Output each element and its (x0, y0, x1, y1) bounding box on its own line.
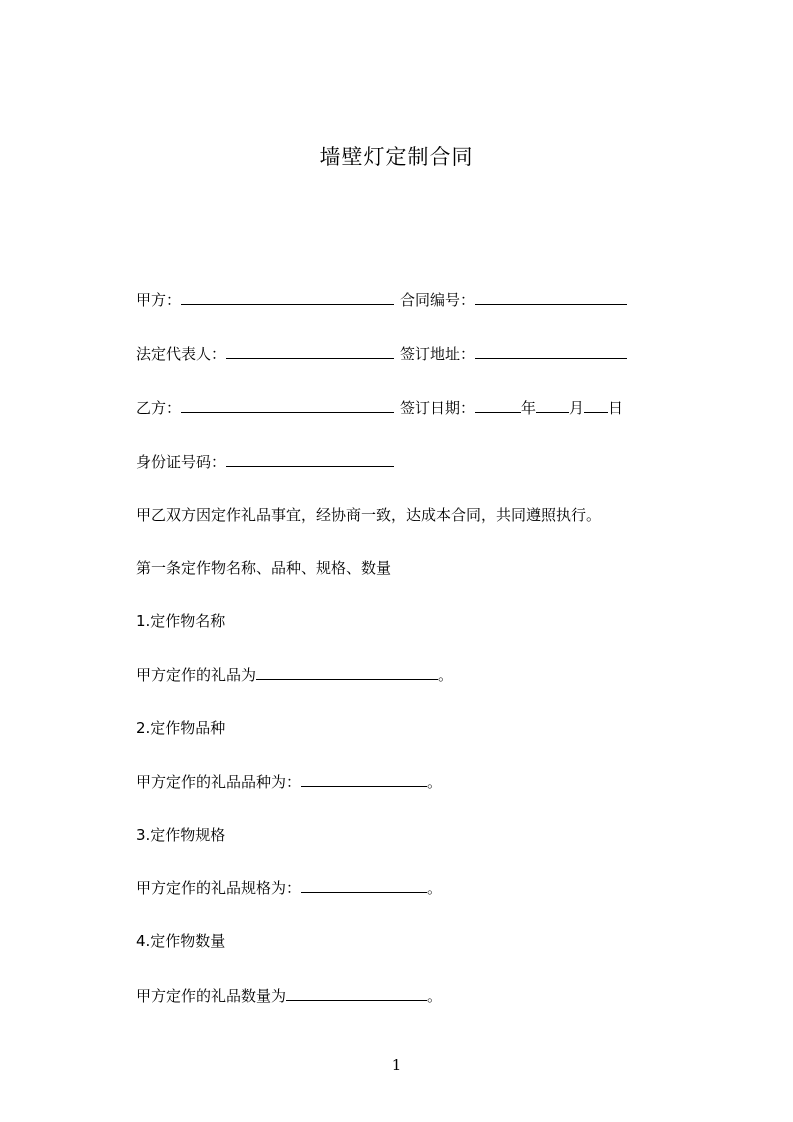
item4-heading: 4.定作物数量 (136, 932, 226, 950)
document-title: 墙壁灯定制合同 (319, 145, 474, 169)
contract-no-blank (475, 290, 627, 305)
party-a-row (136, 290, 394, 310)
day-label: 日 (608, 399, 624, 417)
item4-row (136, 986, 442, 1006)
item3-row (136, 878, 442, 898)
item2-row (136, 772, 442, 792)
item2-blank (301, 772, 427, 787)
sign-place-row (400, 344, 627, 364)
contract-no-row (400, 290, 627, 310)
party-b-blank (181, 398, 394, 413)
party-a-blank (181, 290, 394, 305)
id-number-label: 身份证号码： (136, 453, 227, 471)
sign-place-blank (475, 344, 627, 359)
sign-date-label: 签订日期： (400, 399, 476, 417)
contract-no-label: 合同编号： (400, 291, 476, 309)
party-b-row (136, 398, 394, 418)
year-label: 年 (521, 399, 537, 417)
item2-heading: 2.定作物品种 (136, 719, 226, 737)
item2-text: 甲方定作的礼品品种为： (136, 773, 302, 791)
party-a-label: 甲方： (136, 291, 182, 309)
item4-period: 。 (427, 987, 443, 1005)
id-number-row (136, 452, 394, 472)
month-blank (536, 398, 569, 413)
year-blank (475, 398, 521, 413)
article1-heading: 第一条定作物名称、品种、规格、数量 (136, 559, 392, 577)
party-b-label: 乙方： (136, 399, 182, 417)
item3-heading: 3.定作物规格 (136, 826, 226, 844)
item1-text: 甲方定作的礼品为 (136, 666, 257, 684)
sign-date-row (400, 398, 623, 418)
day-blank (584, 398, 608, 413)
item3-text: 甲方定作的礼品规格为： (136, 879, 302, 897)
month-label: 月 (569, 399, 585, 417)
item3-period: 。 (427, 879, 443, 897)
item2-period: 。 (427, 773, 443, 791)
item3-blank (301, 878, 427, 893)
page-number: 1 (391, 1056, 402, 1074)
item4-text: 甲方定作的礼品数量为 (136, 987, 287, 1005)
item4-blank (286, 986, 427, 1001)
intro-paragraph: 甲乙双方因定作礼品事宜，经协商一致，达成本合同，共同遵照执行。 (136, 506, 602, 524)
item1-blank (256, 665, 438, 680)
item1-period: 。 (438, 666, 454, 684)
item1-row (136, 665, 453, 685)
legal-rep-label: 法定代表人： (136, 345, 227, 363)
id-number-blank (226, 452, 394, 467)
legal-rep-row (136, 344, 394, 364)
sign-place-label: 签订地址： (400, 345, 476, 363)
item1-heading: 1.定作物名称 (136, 612, 226, 630)
legal-rep-blank (226, 344, 394, 359)
